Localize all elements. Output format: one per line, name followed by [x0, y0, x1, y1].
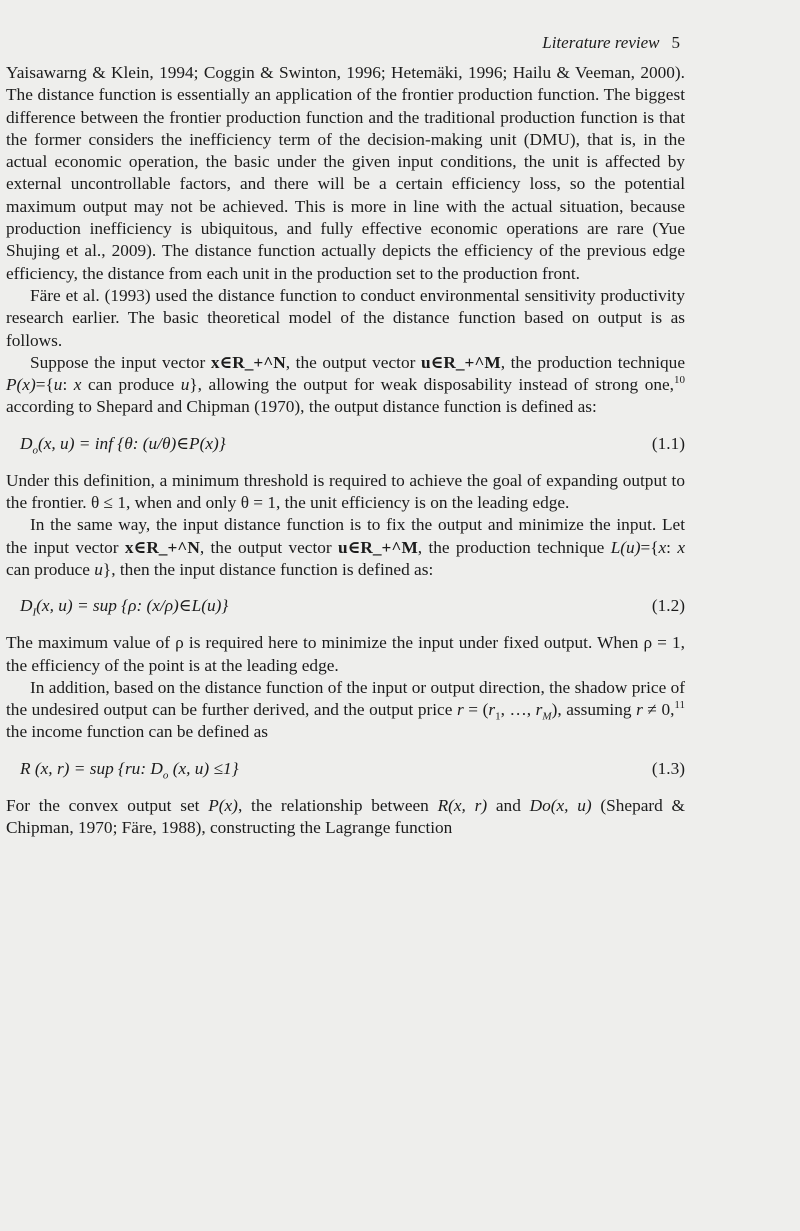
footnote-marker-11: 11: [674, 699, 686, 712]
equation-1-3: [6, 758, 685, 780]
equation-expression: $D_I(x$, u) = sup {ρ: (x/ρ)∈L(u)}: [20, 596, 229, 619]
paragraph-6: The maximum value of ρ is required here to minimize the input under fixed output. When ρ = 1, the efficiency of the point is at the leading edge.: [6, 633, 685, 675]
equation-1-1: [6, 433, 685, 455]
running-header: [542, 33, 680, 53]
paragraph-8: For the convex output set P(x), the relationship between R(x, r) and Do(x, u) (Shepard & Chipman, 1970; Färe, 1988), constructing the Lagrange function: [6, 795, 685, 838]
equation-expression: R (x, r) = sup {ru: $D_o$ (x, u) ≤1}: [20, 758, 239, 782]
page-number: 5: [671, 33, 680, 52]
equation-1-2: [6, 595, 685, 617]
paragraph-7: In addition, based on the distance function of the input or output direction, the shadow price of the undesired output can be further derived, and the output price $r = (r_1$, …, $r_M$), assuming r ≠ 0,11 the income function can be defined as: [6, 677, 686, 742]
equation-number: (1.1): [651, 433, 685, 453]
paragraph-5: In the same way, the input distance function is to fix the output and minimize the input. Let the input vector x∈R_+^N, the output vector u∈R_+^M, the production technique L(u)={x: x can produce u}, then the input distance function is defined as:: [6, 515, 686, 579]
output-vector: u∈R_+^M: [420, 352, 501, 372]
footnote-marker-10: 10: [674, 374, 685, 387]
running-title: Literature review: [542, 33, 660, 52]
paragraph-2: Färe et al. (1993) used the distance function to conduct environmental sensitivity productivity research earlier. The basic theoretical model of the distance function based on output is as follows.: [6, 285, 685, 350]
input-vector: x∈R_+^N: [210, 352, 286, 372]
paragraph-4: Under this definition, a minimum threshold is required to achieve the goal of expanding output to the frontier. θ ≤ 1, when and only θ = 1, the unit efficiency is on the leading edge.: [6, 470, 685, 513]
body-text: [6, 62, 685, 839]
paragraph-3: Suppose the input vector x∈R_+^N, the output vector u∈R_+^M, the production technique P(x)={u: x can produce u}, allowing the output for weak disposability instead of strong one,$^{10}$ according to Shepard and Chipman (1970), the output distance function is defined as:: [6, 352, 685, 417]
paragraph-1: Yaisawarng & Klein, 1994; Coggin & Swinton, 1996; Hetemäki, 1996; Hailu & Veeman, 2000). The distance function is essentially an application of the frontier production function. The biggest difference between the frontier production function and the traditional production function is that the former considers the inefficiency term of the decision-making unit (DMU), that is, in the actual economic operation, the basic under the given input conditions, the unit is affected by external uncontrollable factors, and there will be a certain efficiency loss, so the potential maximum output may not be achieved. This is more in line with the actual situation, because production inefficiency is ubiquitous, and fully effective economic operations are rare (Yue Shujing et al., 2009). The distance function actually depicts the efficiency of the previous edge efficiency, the distance from each unit in the production set to the production front.: [6, 63, 685, 283]
equation-expression: $D_o(x$, u) = inf {θ: (u/θ)∈P(x)}: [20, 433, 226, 457]
equation-number: (1.2): [651, 596, 685, 616]
output-vector: u∈R_+^M: [338, 537, 418, 557]
equation-number: (1.3): [651, 758, 685, 778]
input-vector: x∈R_+^N: [124, 537, 200, 557]
